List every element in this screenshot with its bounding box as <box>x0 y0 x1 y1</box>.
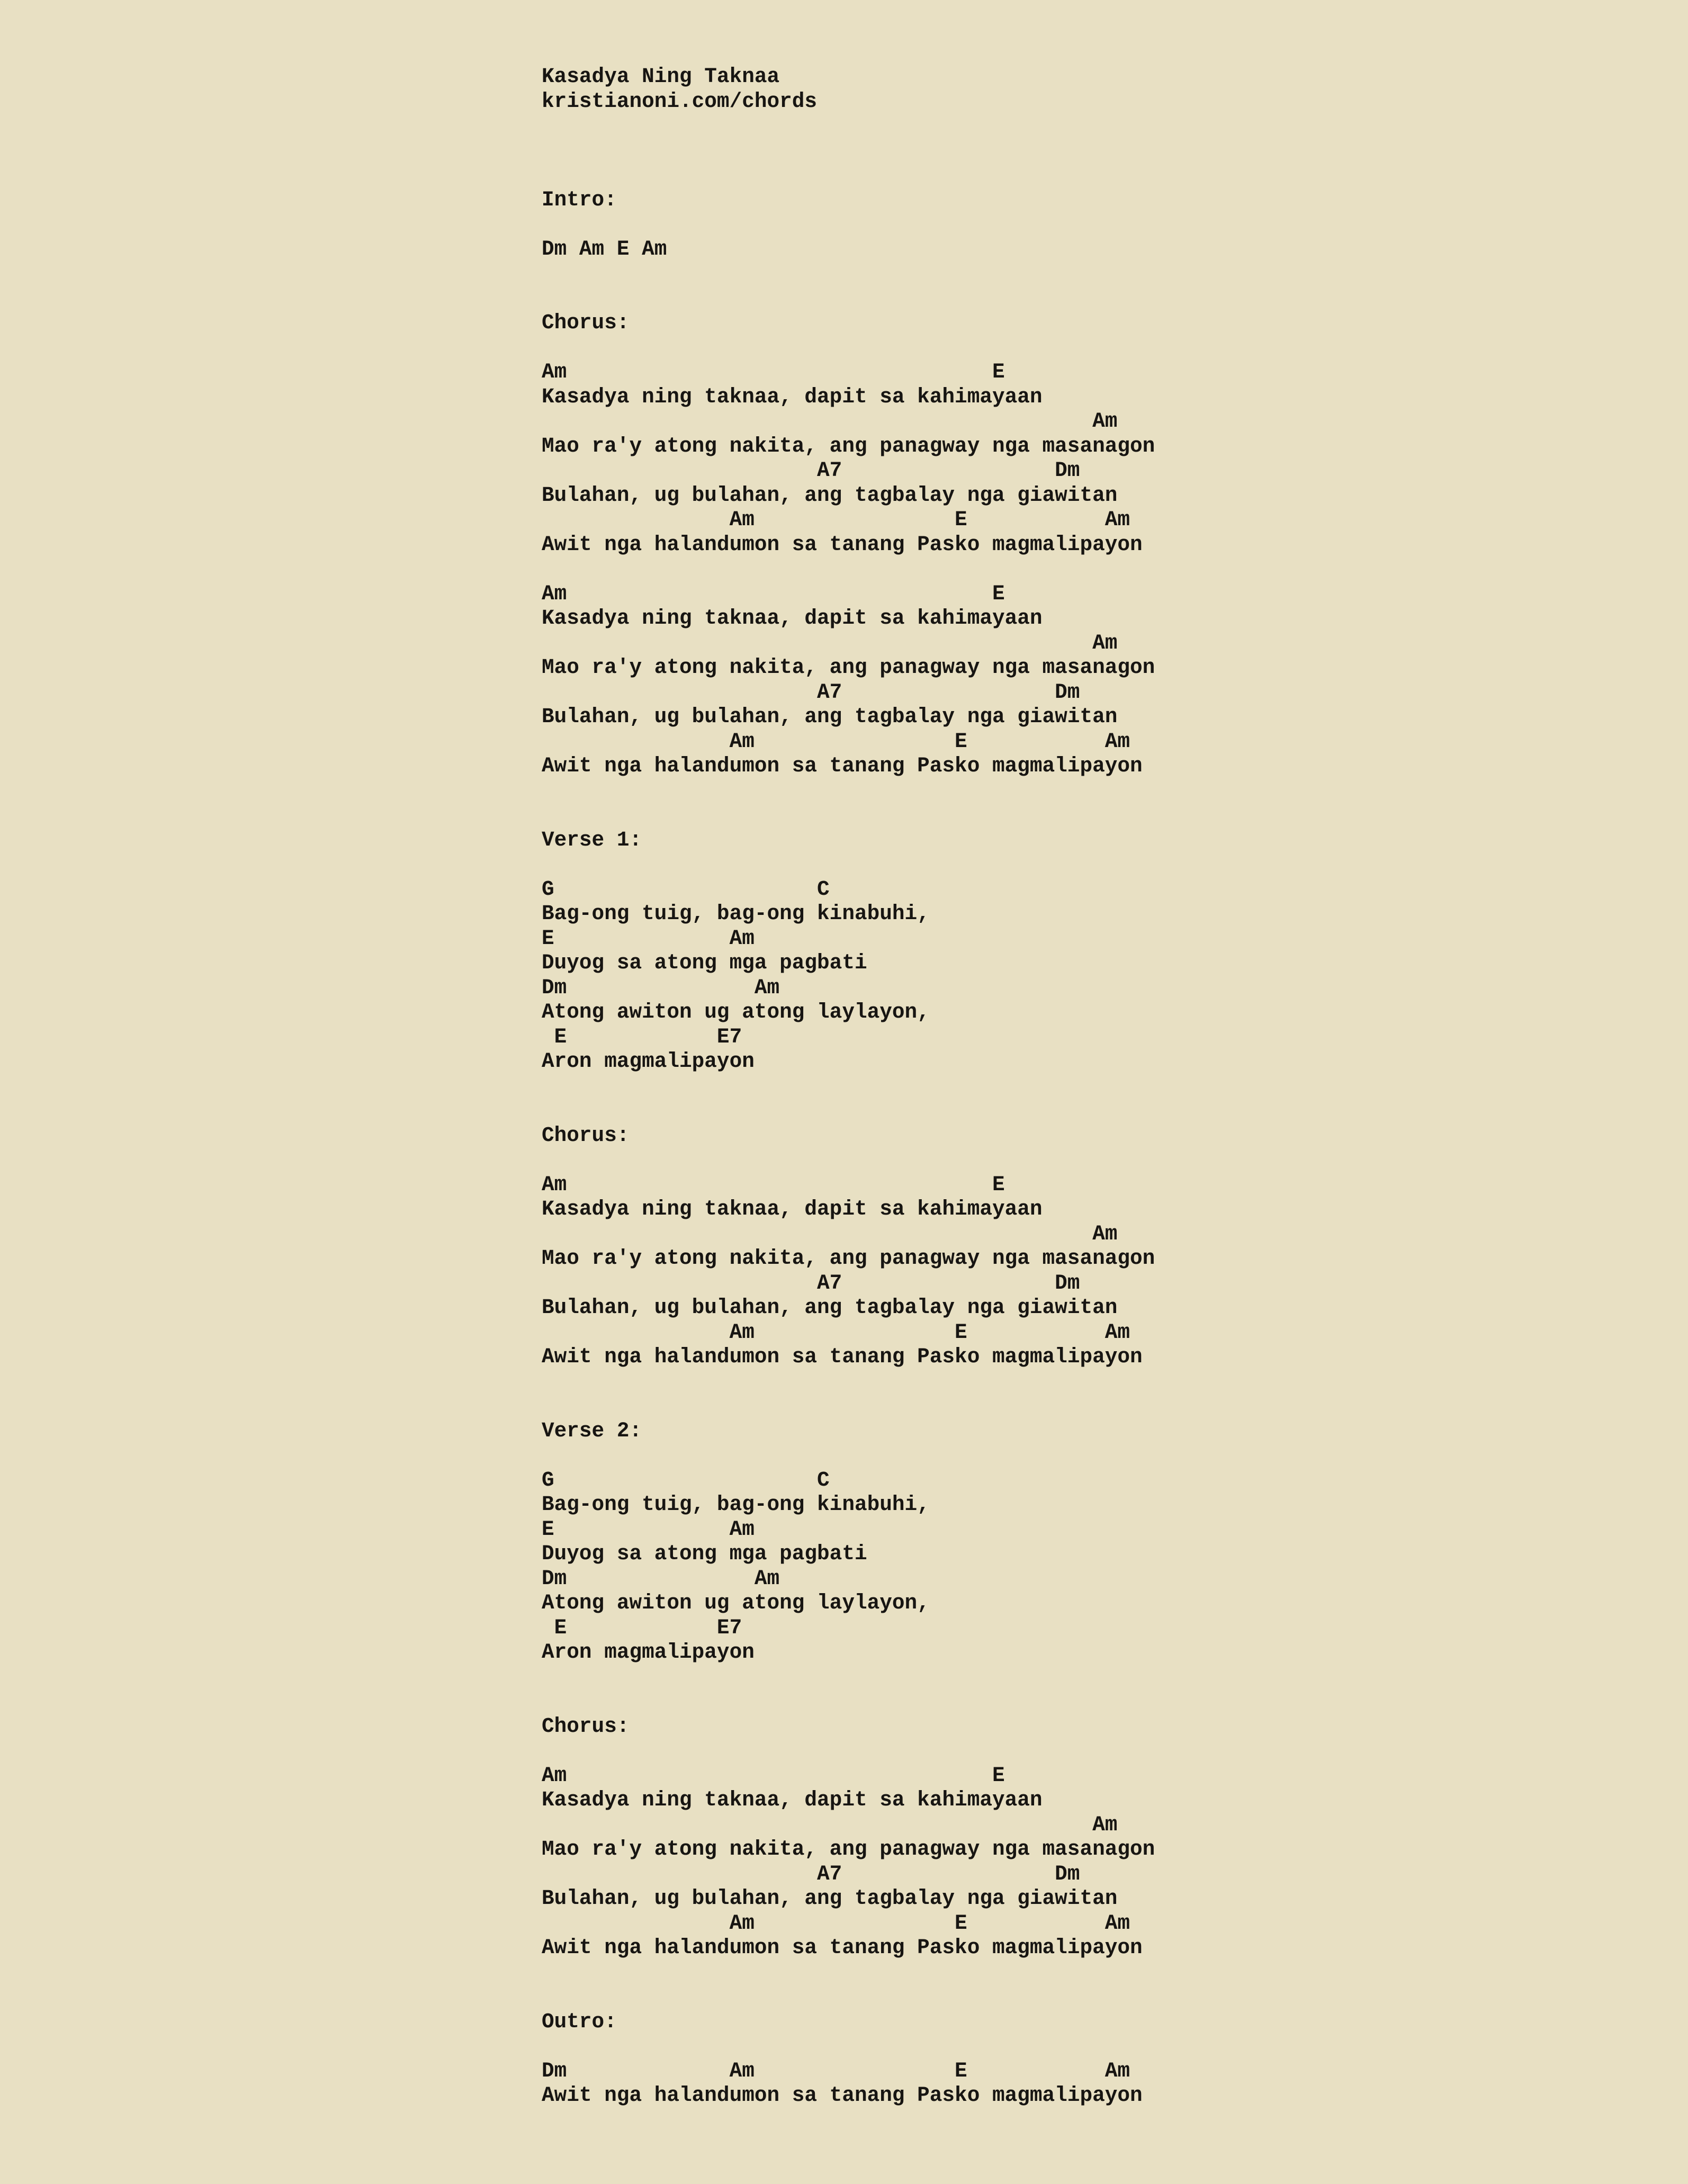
section-label-chorus: Chorus: <box>542 1123 630 1147</box>
section-label-chorus: Chorus: <box>542 1714 630 1738</box>
chorus-lyric-line-2: Mao ra'y atong nakita, ang panagway nga masanagon <box>542 655 1155 679</box>
section-label-chorus: Chorus: <box>542 311 630 335</box>
spacer <box>542 1074 1155 1124</box>
section-verse-2 <box>542 1419 1155 1665</box>
chorus-lyric-line-1: Kasadya ning taknaa, dapit sa kahimayaan <box>542 606 1043 630</box>
verse-lyric-line-3: Atong awiton ug atong laylayon, <box>542 1591 930 1615</box>
section-chorus-3 <box>542 1714 1155 1961</box>
chord-sheet <box>542 65 1155 2108</box>
verse-chord-line-4: E E7 <box>542 1024 742 1049</box>
spacer <box>542 852 1155 877</box>
chorus-lyric-line-1: Kasadya ning taknaa, dapit sa kahimayaan <box>542 1197 1043 1221</box>
spacer <box>542 557 1155 582</box>
spacer <box>542 1443 1155 1468</box>
verse-chord-line-1: G C <box>542 1468 830 1492</box>
verse-lyric-line-1: Bag-ong tuig, bag-ong kinabuhi, <box>542 902 930 925</box>
song-source-url: kristianoni.com/chords <box>542 89 818 113</box>
chorus-chord-line-1: Am E <box>542 360 1005 384</box>
verse-chord-line-4: E E7 <box>542 1615 742 1640</box>
chorus-chord-line-2: Am <box>542 1221 1118 1246</box>
chorus-lyric-line-3: Bulahan, ug bulahan, ang tagbalay nga giawitan <box>542 705 1118 729</box>
chorus-chord-line-3: A7 Dm <box>542 1862 1080 1886</box>
section-chorus-1 <box>542 311 1155 779</box>
section-intro <box>542 188 1155 262</box>
chorus-chord-line-4: Am E Am <box>542 1320 1130 1344</box>
chorus-lyric-line-1: Kasadya ning taknaa, dapit sa kahimayaan <box>542 1788 1043 1812</box>
spacer <box>542 1148 1155 1173</box>
chorus-chord-line-3: A7 Dm <box>542 680 1080 704</box>
chorus-lyric-line-2: Mao ra'y atong nakita, ang panagway nga masanagon <box>542 434 1155 458</box>
spacer <box>542 262 1155 311</box>
outro-chord-line: Dm Am E Am <box>542 2059 1130 2083</box>
verse-lyric-line-2: Duyog sa atong mga pagbati <box>542 1542 867 1566</box>
chorus-chord-line-2: Am <box>542 409 1118 433</box>
section-verse-1 <box>542 828 1155 1074</box>
chorus-chord-line-1: Am E <box>542 1763 1005 1787</box>
spacer <box>542 212 1155 237</box>
verse-lyric-line-4: Aron magmalipayon <box>542 1640 755 1664</box>
intro-chord-line: Dm Am E Am <box>542 237 667 261</box>
section-label-outro: Outro: <box>542 2009 617 2034</box>
verse-lyric-line-1: Bag-ong tuig, bag-ong kinabuhi, <box>542 1493 930 1516</box>
section-label-verse-2: Verse 2: <box>542 1418 642 1443</box>
chorus-lyric-line-4: Awit nga halandumon sa tanang Pasko magmalipayon <box>542 1936 1143 1960</box>
spacer <box>542 1665 1155 1714</box>
chorus-chord-line-1: Am E <box>542 1172 1005 1197</box>
chorus-lyric-line-2: Mao ra'y atong nakita, ang panagway nga masanagon <box>542 1837 1155 1861</box>
chorus-lyric-line-4: Awit nga halandumon sa tanang Pasko magmalipayon <box>542 1345 1143 1369</box>
outro-lyric-line: Awit nga halandumon sa tanang Pasko magmalipayon <box>542 2083 1143 2107</box>
chorus-lyric-line-3: Bulahan, ug bulahan, ang tagbalay nga giawitan <box>542 1296 1118 1319</box>
spacer <box>542 1370 1155 1419</box>
spacer <box>542 1739 1155 1764</box>
verse-lyric-line-3: Atong awiton ug atong laylayon, <box>542 1000 930 1024</box>
section-outro <box>542 2010 1155 2108</box>
chorus-lyric-line-4: Awit nga halandumon sa tanang Pasko magmalipayon <box>542 532 1143 556</box>
chorus-chord-line-3: A7 Dm <box>542 459 1080 482</box>
chorus-lyric-line-2: Mao ra'y atong nakita, ang panagway nga masanagon <box>542 1246 1155 1270</box>
chorus-lyric-line-3: Bulahan, ug bulahan, ang tagbalay nga giawitan <box>542 483 1118 507</box>
chorus-chord-line-3: A7 Dm <box>542 1271 1080 1295</box>
verse-chord-line-3: Dm Am <box>542 1566 780 1590</box>
chorus-chord-line-4: Am E Am <box>542 729 1130 753</box>
spacer <box>542 336 1155 361</box>
song-title: Kasadya Ning Taknaa <box>542 65 780 88</box>
verse-lyric-line-2: Duyog sa atong mga pagbati <box>542 951 867 975</box>
chorus-chord-line-1: Am E <box>542 581 1005 606</box>
chorus-chord-line-2: Am <box>542 1812 1118 1837</box>
verse-chord-line-1: G C <box>542 877 830 901</box>
spacer <box>542 1961 1155 2010</box>
verse-chord-line-2: E Am <box>542 926 755 950</box>
verse-chord-line-2: E Am <box>542 1517 755 1541</box>
chorus-chord-line-4: Am E Am <box>542 1911 1130 1935</box>
spacer <box>542 2034 1155 2059</box>
section-chorus-2 <box>542 1124 1155 1370</box>
section-label-verse-1: Verse 1: <box>542 828 642 852</box>
verse-lyric-line-4: Aron magmalipayon <box>542 1049 755 1073</box>
chorus-lyric-line-1: Kasadya ning taknaa, dapit sa kahimayaan <box>542 384 1043 409</box>
chorus-chord-line-4: Am E Am <box>542 508 1130 532</box>
section-label-intro: Intro: <box>542 187 617 212</box>
chorus-lyric-line-3: Bulahan, ug bulahan, ang tagbalay nga giawitan <box>542 1886 1118 1910</box>
chorus-lyric-line-4: Awit nga halandumon sa tanang Pasko magmalipayon <box>542 754 1143 778</box>
spacer <box>542 779 1155 828</box>
chorus-chord-line-2: Am <box>542 631 1118 655</box>
spacer <box>542 114 1155 188</box>
verse-chord-line-3: Dm Am <box>542 975 780 1000</box>
